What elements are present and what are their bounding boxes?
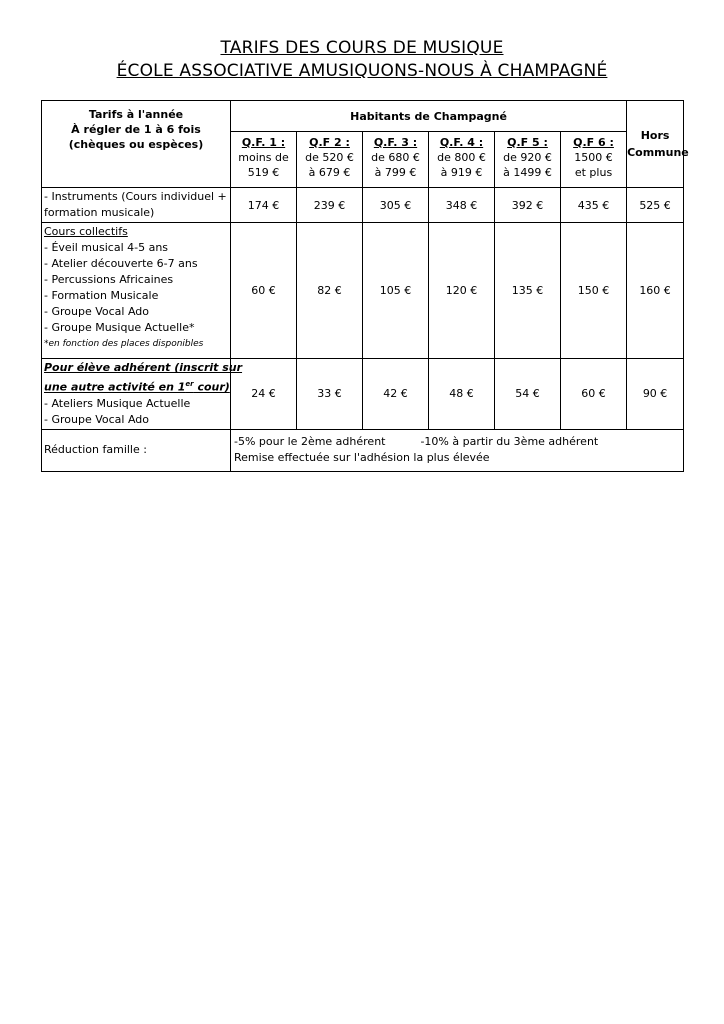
qf-range-from: 1500 € [574,151,613,164]
row-label-line: - Groupe Musique Actuelle* [44,321,195,334]
qf-label: Q.F. 4 : [439,136,484,149]
price-qf2: 239 € [297,188,363,223]
price-qf2: 82 € [297,223,363,359]
table-row-cours-collectifs [42,223,684,359]
row-label-line: - Éveil musical 4-5 ans [44,241,169,254]
row-label [42,359,243,430]
price-qf6: 150 € [561,223,627,359]
corner-cell [42,101,231,188]
qf-range-to: à 679 € [308,166,351,179]
qf-1-header [231,132,297,188]
row-label-line: formation musicale) [44,206,155,219]
price-hors-commune: 90 € [627,359,684,430]
price-hors-commune: 160 € [627,223,684,359]
price-qf5: 54 € [495,359,561,430]
row-heading: Pour élève adhérent (inscrit sur [44,361,243,374]
row-label-line: - Groupe Vocal Ado [44,305,150,318]
row-heading: Cours collectifs [44,225,128,238]
reduction-line-2: Remise effectuée sur l'adhésion la plus élevée [234,451,490,465]
reduction-label: Réduction famille : [42,429,231,471]
price-qf1: 174 € [231,188,297,223]
row-label-line: - Atelier découverte 6-7 ans [44,257,198,270]
row-note: *en fonction des places disponibles [44,339,204,349]
qf-range-to: à 1499 € [503,166,552,179]
qf-range-to: 519 € [247,166,280,179]
tariff-table [41,100,689,472]
price-hors-commune: 525 € [627,188,684,223]
row-label [42,223,231,359]
row-heading-part: cour) [193,380,230,394]
document-title: TARIFS DES COURS DE MUSIQUE [220,38,504,58]
price-qf2: 33 € [297,359,363,430]
qf-range-from: de 680 € [371,151,420,164]
price-qf6: 60 € [561,359,627,430]
price-qf5: 392 € [495,188,561,223]
price-qf4: 348 € [429,188,495,223]
qf-6-header [561,132,627,188]
price-qf3: 42 € [363,359,429,430]
row-label-line: - Instruments (Cours individuel + [44,190,227,203]
qf-label: Q.F. 1 : [241,136,286,149]
row-label-line: - Groupe Vocal Ado [44,412,150,426]
header-row-1 [42,101,684,132]
reduction-line-1: -5% pour le 2ème adhérent -10% à partir du 3ème adhérent [234,435,599,449]
price-qf3: 305 € [363,188,429,223]
qf-label: Q.F 6 : [573,136,614,149]
price-qf4: 120 € [429,223,495,359]
hors-commune-header [627,101,689,188]
row-heading [44,376,228,396]
row-label-line: - Percussions Africaines [44,273,174,286]
qf-range-from: de 520 € [305,151,354,164]
row-label-line: - Formation Musicale [44,289,159,302]
price-qf1: 60 € [231,223,297,359]
hors-line-1: Hors [640,129,670,142]
corner-line-2: À régler de 1 à 6 fois [71,123,201,136]
row-label [42,188,231,223]
price-qf5: 135 € [495,223,561,359]
qf-2-header [297,132,363,188]
qf-5-header [495,132,561,188]
qf-4-header [429,132,495,188]
qf-range-from: de 920 € [503,151,552,164]
document-subtitle: ÉCOLE ASSOCIATIVE AMUSIQUONS-NOUS À CHAMPAGNÉ [116,61,608,81]
row-heading-part: une autre activité en 1 [44,380,186,394]
qf-range-from: de 800 € [437,151,486,164]
qf-range-to: et plus [574,166,613,179]
row-heading-superscript: er [185,380,194,388]
reduction-details [231,429,684,471]
table-row-eleve-adherent [42,359,684,430]
price-qf3: 105 € [363,223,429,359]
qf-label: Q.F 2 : [309,136,350,149]
corner-line-1: Tarifs à l'année [88,108,184,121]
qf-label: Q.F 5 : [507,136,548,149]
corner-line-3: (chèques ou espèces) [68,138,204,151]
hors-line-2: Commune [627,146,689,159]
price-qf6: 435 € [561,188,627,223]
qf-3-header [363,132,429,188]
qf-range-from: moins de [238,151,289,164]
qf-range-to: à 919 € [440,166,483,179]
qf-range-to: à 799 € [374,166,417,179]
table-row-instruments [42,188,684,223]
qf-label: Q.F. 3 : [373,136,418,149]
row-label-line: - Ateliers Musique Actuelle [44,396,191,410]
price-qf4: 48 € [429,359,495,430]
habitants-header: Habitants de Champagné [231,101,627,132]
price-qf1: 24 € [231,359,297,430]
table-row-reduction [42,429,684,471]
